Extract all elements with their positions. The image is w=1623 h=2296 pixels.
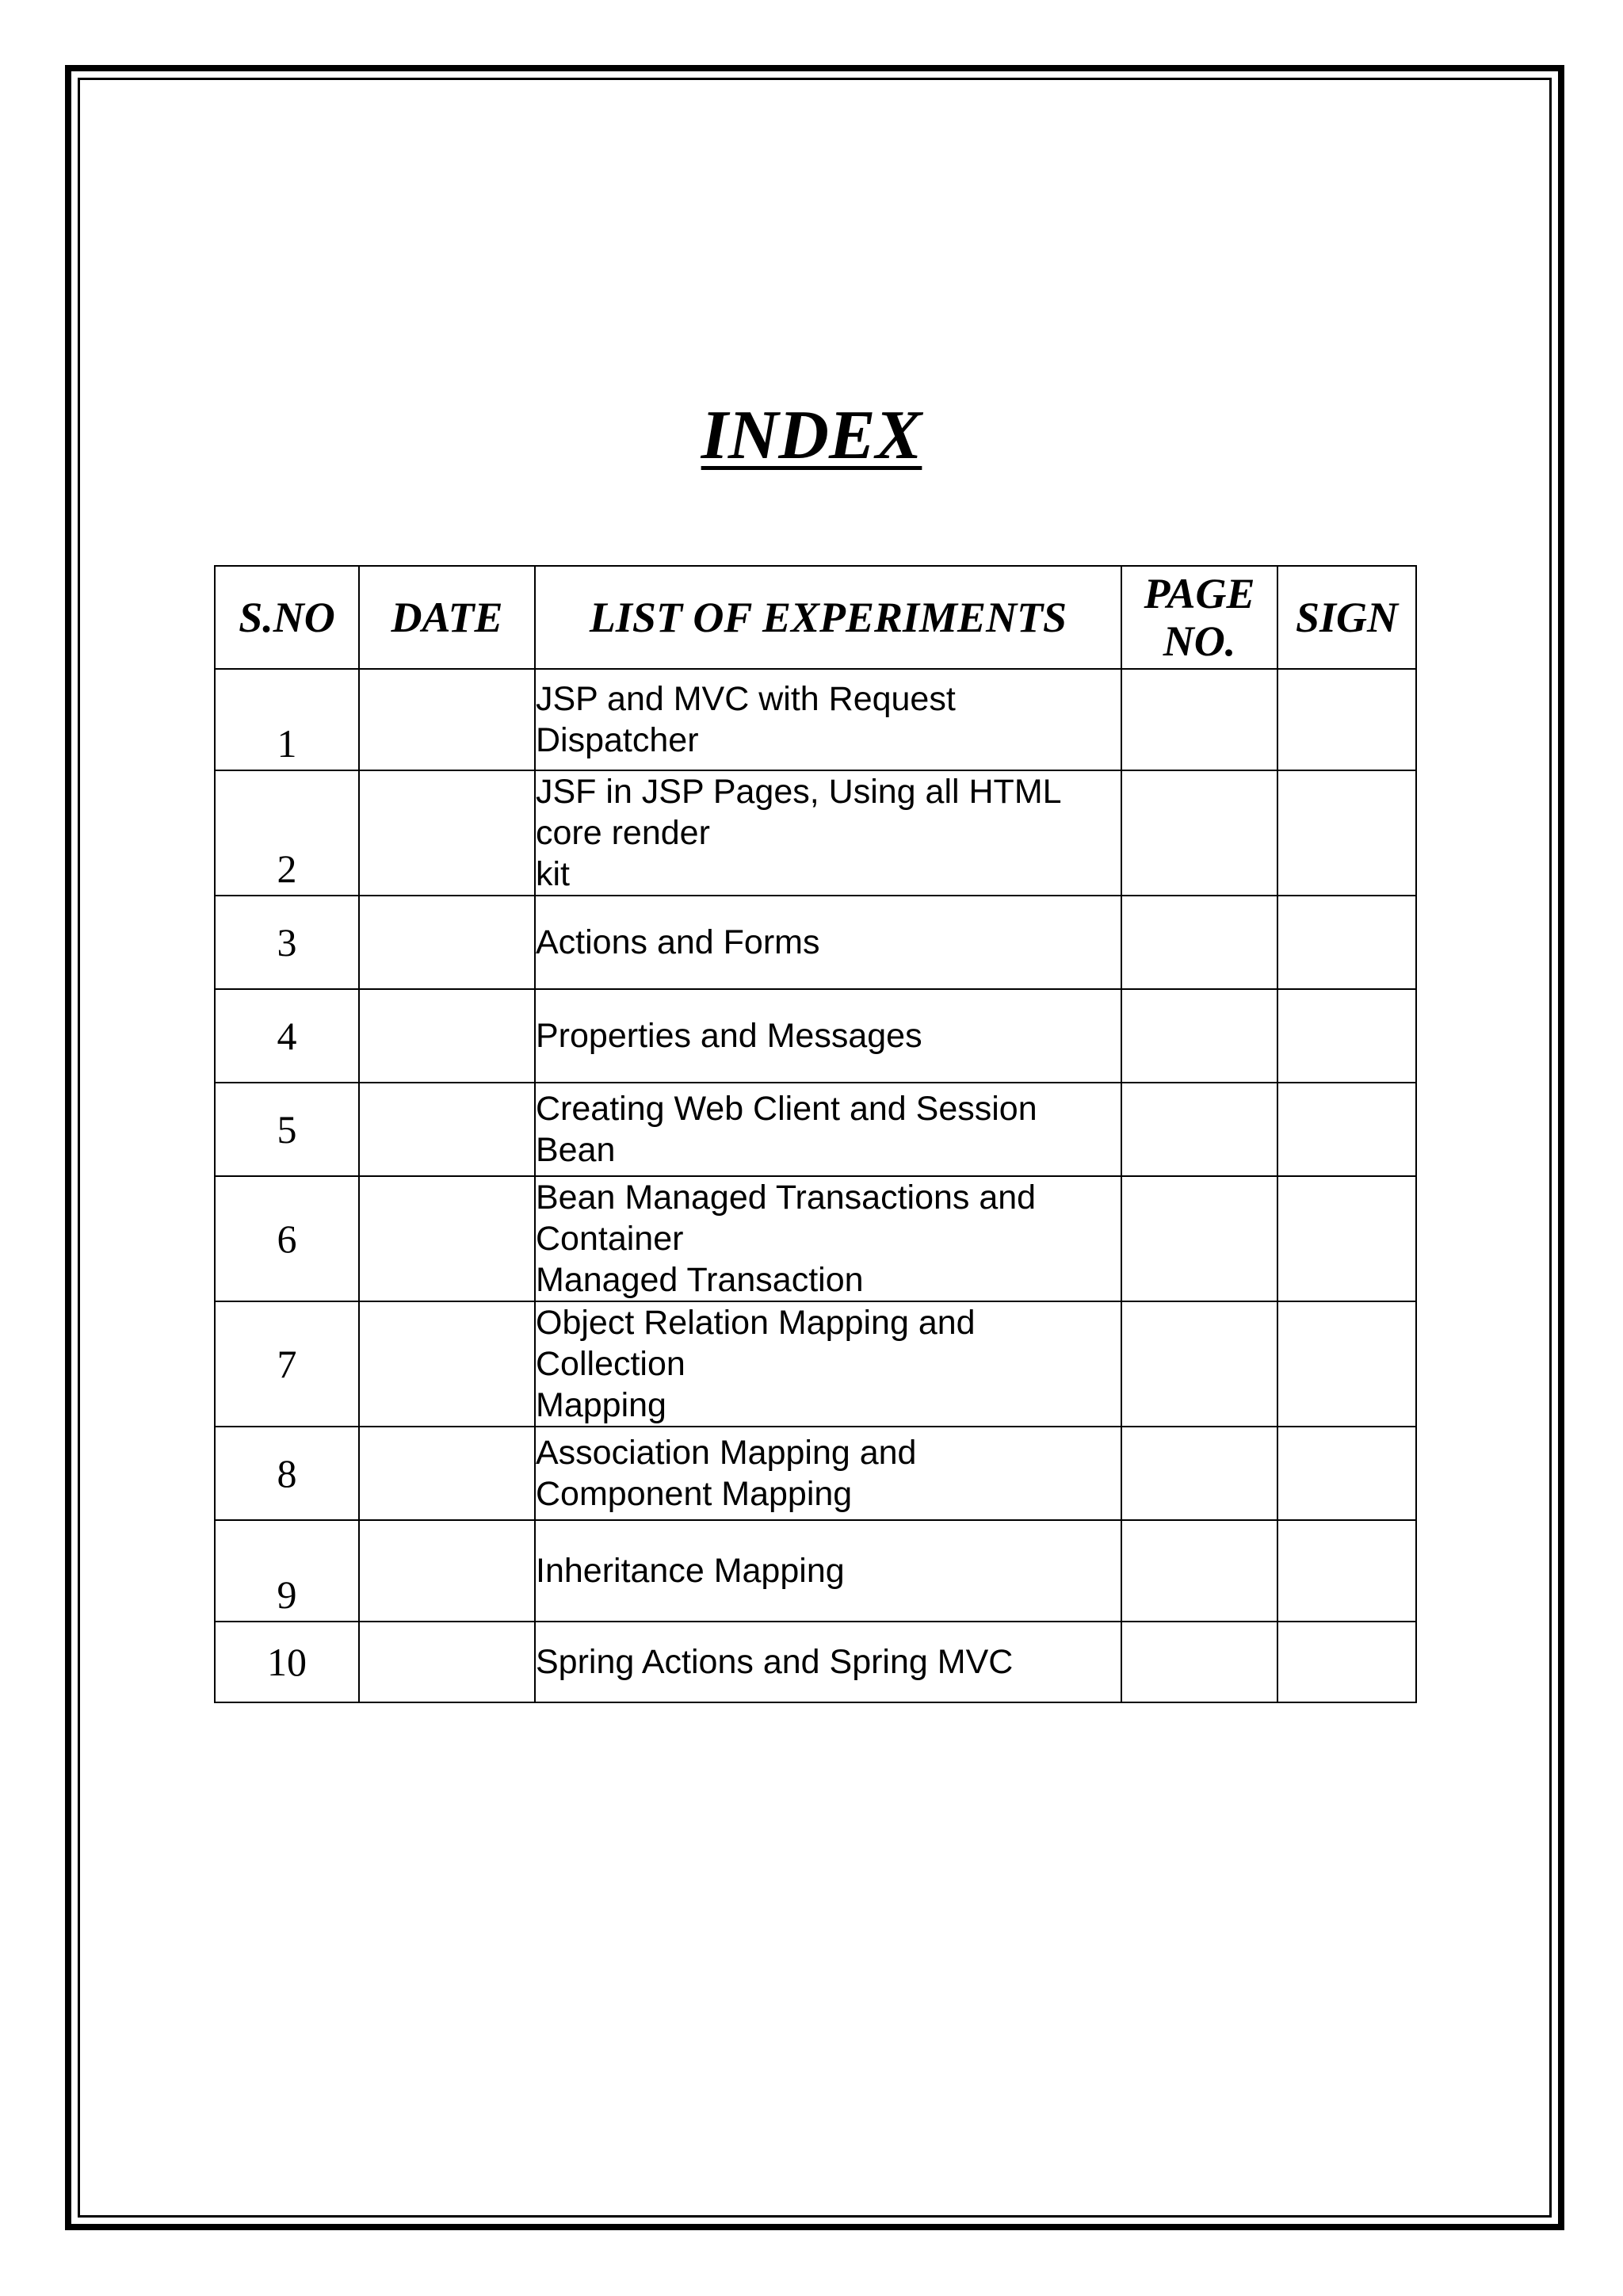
experiment-line: Managed Transaction bbox=[536, 1261, 864, 1299]
table-row bbox=[215, 989, 1416, 1083]
table-row bbox=[215, 669, 1416, 770]
row-experiment bbox=[535, 1427, 1121, 1520]
row-experiment bbox=[535, 1083, 1121, 1176]
row-sno: 8 bbox=[215, 1427, 359, 1520]
experiment-line: Properties and Messages bbox=[536, 1017, 922, 1055]
table-body bbox=[215, 669, 1416, 1702]
row-sign bbox=[1277, 1622, 1416, 1702]
header-page-line1: PAGE bbox=[1144, 570, 1255, 617]
row-sign bbox=[1277, 1427, 1416, 1520]
row-sno: 6 bbox=[215, 1176, 359, 1301]
experiment-line: JSF in JSP Pages, Using all HTML bbox=[536, 773, 1062, 811]
experiment-line: Component Mapping bbox=[536, 1475, 853, 1513]
row-page-no bbox=[1121, 1622, 1277, 1702]
row-date bbox=[359, 896, 535, 989]
row-sign bbox=[1277, 1083, 1416, 1176]
table-row bbox=[215, 1520, 1416, 1622]
row-sno: 3 bbox=[215, 896, 359, 989]
experiment-line: Collection bbox=[536, 1345, 685, 1383]
row-date bbox=[359, 770, 535, 896]
row-page-no bbox=[1121, 1520, 1277, 1622]
row-sign bbox=[1277, 770, 1416, 896]
row-page-no bbox=[1121, 770, 1277, 896]
row-page-no bbox=[1121, 989, 1277, 1083]
row-date bbox=[359, 989, 535, 1083]
experiment-line: Inheritance Mapping bbox=[536, 1552, 845, 1590]
experiment-line: Spring Actions and Spring MVC bbox=[536, 1643, 1014, 1681]
experiment-line: Creating Web Client and Session bbox=[536, 1090, 1037, 1128]
experiment-line: Bean Managed Transactions and bbox=[536, 1179, 1037, 1217]
index-table bbox=[214, 565, 1417, 1703]
row-sno: 10 bbox=[215, 1622, 359, 1702]
row-sno: 2 bbox=[215, 770, 359, 896]
table-row bbox=[215, 1176, 1416, 1301]
header-sno: S.NO bbox=[215, 566, 359, 669]
experiment-line: Association Mapping and bbox=[536, 1434, 917, 1472]
table-row bbox=[215, 770, 1416, 896]
row-sign bbox=[1277, 669, 1416, 770]
row-sno: 5 bbox=[215, 1083, 359, 1176]
row-page-no bbox=[1121, 896, 1277, 989]
row-date bbox=[359, 669, 535, 770]
row-page-no bbox=[1121, 669, 1277, 770]
row-sign bbox=[1277, 1176, 1416, 1301]
row-page-no bbox=[1121, 1176, 1277, 1301]
row-sign bbox=[1277, 989, 1416, 1083]
header-page-line2: NO. bbox=[1163, 617, 1236, 665]
row-page-no bbox=[1121, 1301, 1277, 1427]
row-experiment bbox=[535, 1301, 1121, 1427]
header-sign: SIGN bbox=[1277, 566, 1416, 669]
experiment-line: Mapping bbox=[536, 1386, 666, 1424]
experiment-line: kit bbox=[536, 855, 570, 893]
page-title bbox=[0, 396, 1623, 476]
header-experiments: LIST OF EXPERIMENTS bbox=[535, 566, 1121, 669]
row-sno: 1 bbox=[215, 669, 359, 770]
row-sno: 7 bbox=[215, 1301, 359, 1427]
table-row bbox=[215, 1427, 1416, 1520]
table-row bbox=[215, 1622, 1416, 1702]
row-experiment bbox=[535, 1622, 1121, 1702]
experiment-line: JSP and MVC with Request bbox=[536, 680, 956, 718]
row-date bbox=[359, 1176, 535, 1301]
table-row bbox=[215, 896, 1416, 989]
row-sign bbox=[1277, 1301, 1416, 1427]
page-title-text: INDEX bbox=[701, 397, 922, 474]
header-row bbox=[215, 566, 1416, 669]
row-experiment bbox=[535, 1176, 1121, 1301]
row-page-no bbox=[1121, 1083, 1277, 1176]
table-row bbox=[215, 1301, 1416, 1427]
experiment-line: Actions and Forms bbox=[536, 923, 820, 961]
experiment-line: Dispatcher bbox=[536, 721, 699, 759]
experiment-line: core render bbox=[536, 814, 710, 852]
row-date bbox=[359, 1520, 535, 1622]
row-experiment bbox=[535, 770, 1121, 896]
row-sign bbox=[1277, 1520, 1416, 1622]
row-page-no bbox=[1121, 1427, 1277, 1520]
experiment-line: Bean bbox=[536, 1131, 616, 1169]
header-date: DATE bbox=[359, 566, 535, 669]
experiment-line: Object Relation Mapping and bbox=[536, 1304, 976, 1342]
row-date bbox=[359, 1083, 535, 1176]
experiment-line: Container bbox=[536, 1220, 684, 1258]
table-row bbox=[215, 1083, 1416, 1176]
row-experiment bbox=[535, 669, 1121, 770]
row-sno: 4 bbox=[215, 989, 359, 1083]
row-experiment bbox=[535, 896, 1121, 989]
row-experiment bbox=[535, 989, 1121, 1083]
row-date bbox=[359, 1301, 535, 1427]
row-sign bbox=[1277, 896, 1416, 989]
row-sno: 9 bbox=[215, 1520, 359, 1622]
header-page-no bbox=[1121, 566, 1277, 669]
row-date bbox=[359, 1427, 535, 1520]
row-experiment bbox=[535, 1520, 1121, 1622]
row-date bbox=[359, 1622, 535, 1702]
